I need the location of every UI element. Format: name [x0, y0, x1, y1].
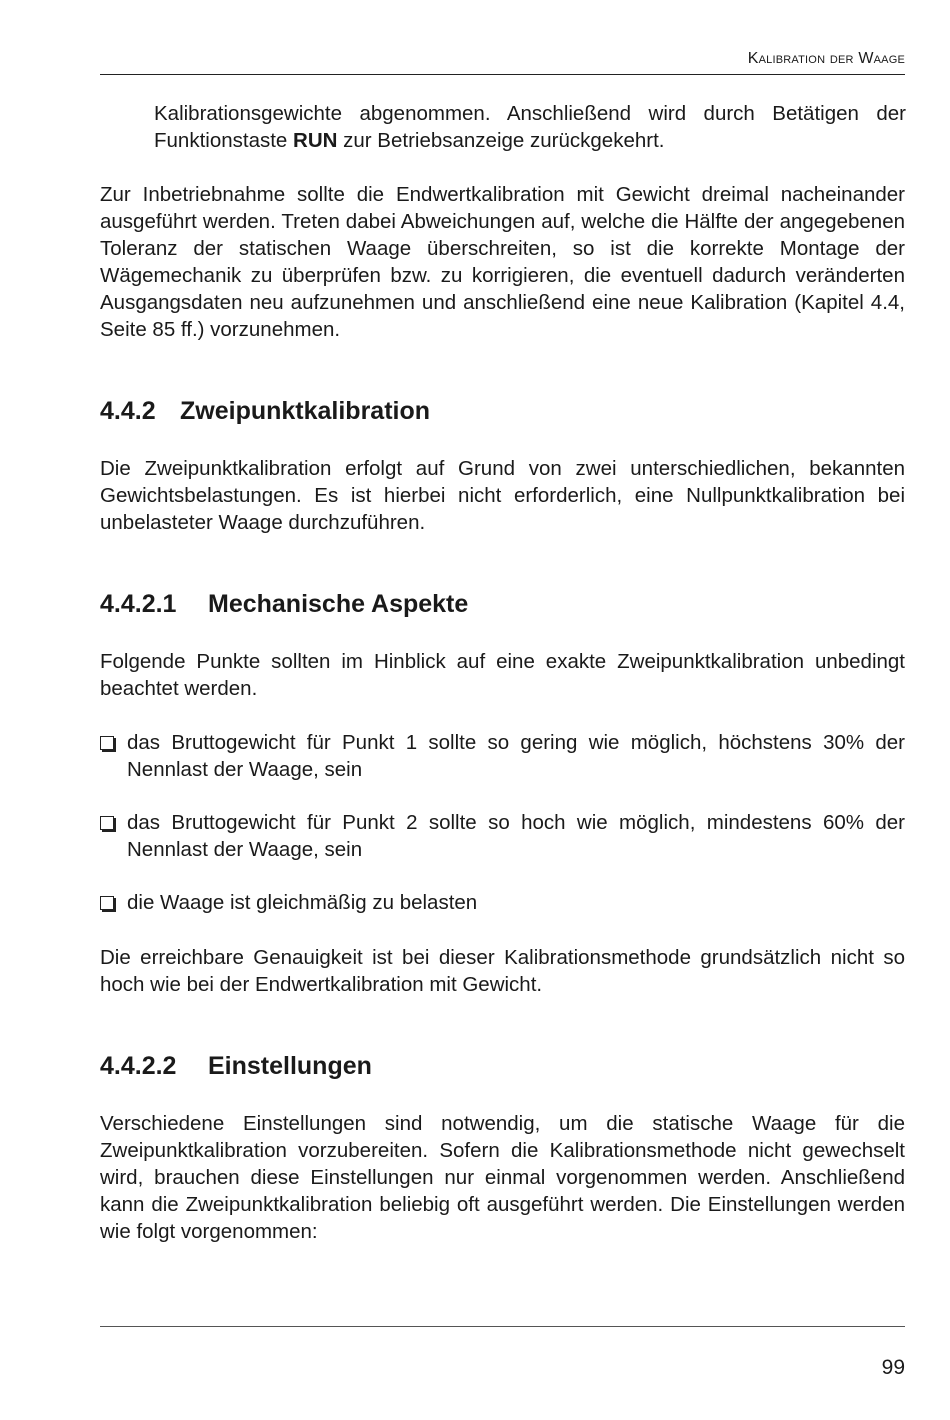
section-title: Mechanische Aspekte — [208, 590, 469, 618]
paragraph-punkte-intro: Folgende Punkte sollten im Hinblick auf eine exakte Zweipunktkalibration unbedingt beachtet werden. — [100, 650, 905, 700]
list-item — [100, 889, 905, 916]
paragraph-text: Kalibrationsgewichte abgenommen. Anschließend wird durch Betätigen der Funktionstaste — [154, 102, 906, 152]
section-heading-4-4-2-1 — [100, 590, 468, 619]
list-item — [100, 809, 905, 863]
paragraph-genauigkeit: Die erreichbare Genauigkeit ist bei dieser Kalibrationsmethode grundsätzlich nicht so hoch wie bei der Endwertkalibration mit Gewicht. — [100, 946, 905, 996]
section-heading-4-4-2 — [100, 397, 430, 426]
section-heading-4-4-2-2 — [100, 1052, 372, 1081]
footer-rule — [100, 1326, 905, 1327]
list-item-text: die Waage ist gleichmäßig zu belasten — [127, 891, 478, 914]
run-key-label: RUN — [293, 129, 338, 152]
section-title: Einstellungen — [208, 1052, 372, 1080]
checkbox-bullet-icon — [100, 736, 114, 750]
section-number: 4.4.2.2 — [100, 1052, 177, 1080]
list-item-text: das Bruttogewicht für Punkt 2 sollte so hoch wie möglich, mindestens 60% der Nennlast der Waage, sein — [127, 811, 905, 861]
paragraph-inbetriebnahme: Zur Inbetriebnahme sollte die Endwertkalibration mit Gewicht dreimal nacheinander ausgeführt werden. Treten dabei Abweichungen auf, welche die Hälfte der angegebenen Toleranz der statischen Waage überschreiten, so ist die korrekte Montage der Wägemechanik zu überprüfen bzw. zu korrigieren, die eventuell dadurch veränderten Ausgangsdaten neu aufzunehmen und anschließend eine neue Kalibration (Kapitel 4.4, Seite 85 ff.) vorzunehmen. — [100, 183, 905, 341]
list-item-text: das Bruttogewicht für Punkt 1 sollte so gering wie möglich, höchstens 30% der Nennlast der Waage, sein — [127, 731, 905, 781]
checkbox-bullet-icon — [100, 816, 114, 830]
paragraph-einstellungen: Verschiedene Einstellungen sind notwendig, um die statische Waage für die Zweipunktkalibration vorzubereiten. Sofern die Kalibrationsmethode nicht gewechselt wird, brauchen diese Einstellungen nur einmal vorgenommen werden. Anschließend kann die Zweipunktkalibration beliebig oft ausgeführt werden. Die Einstellungen werden wie folgt vorgenommen: — [100, 1112, 905, 1243]
header-rule — [100, 74, 905, 75]
paragraph-zweipunkt-intro: Die Zweipunktkalibration erfolgt auf Grund von zwei unterschiedlichen, bekannten Gewichtsbelastungen. Es ist hierbei nicht erforderlich, eine Nullpunktkalibration bei unbelasteter Waage durchzuführen. — [100, 457, 905, 534]
section-number: 4.4.2 — [100, 397, 156, 425]
section-title: Zweipunktkalibration — [180, 397, 431, 425]
running-header: Kalibration der Waage — [747, 50, 905, 67]
list-item — [100, 729, 905, 783]
checkbox-bullet-icon — [100, 896, 114, 910]
section-number: 4.4.2.1 — [100, 590, 177, 618]
paragraph-text: zur Betriebsanzeige zurückgekehrt. — [337, 129, 665, 152]
paragraph-continuation — [154, 100, 906, 154]
page-number: 99 — [881, 1356, 905, 1379]
